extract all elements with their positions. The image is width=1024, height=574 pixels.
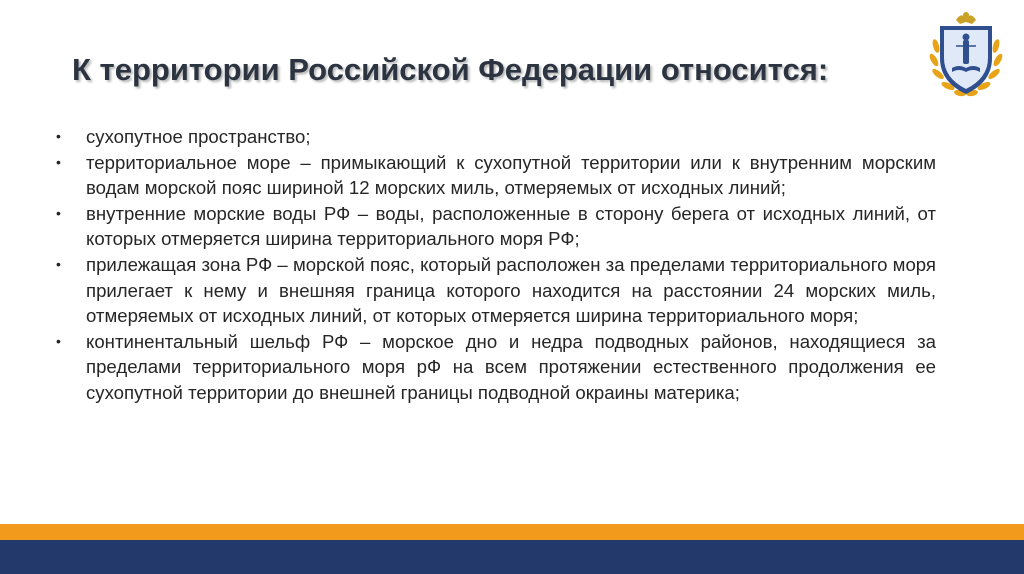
list-item [56, 150, 936, 201]
list-item [56, 201, 936, 252]
academy-emblem-shield-icon [926, 6, 1006, 102]
bullet-marker: • [56, 255, 61, 272]
footer-bar [0, 540, 1024, 574]
footer-accent-stripe [0, 524, 1024, 540]
bullet-text: территориальное море – примыкающий к сухопутной территории или к внутренним морским водам морской пояс шириной 12 морских миль, отмеряемых от исходных линий; [86, 151, 936, 199]
bullet-marker: • [56, 128, 61, 144]
list-item [56, 124, 936, 150]
bullet-marker: • [56, 153, 61, 170]
slide-title: К территории Российской Федерации относится: [72, 52, 829, 87]
bullet-marker: • [56, 332, 61, 349]
bullet-text: сухопутное пространство; [86, 126, 311, 147]
bullet-text: внутренние морские воды РФ – воды, расположенные в сторону берега от исходных линий, от которых отмеряется ширина территориального моря РФ; [86, 202, 936, 250]
list-item [56, 252, 936, 329]
bullet-list [56, 124, 936, 406]
bullet-text: континентальный шельф РФ – морское дно и недра подводных районов, находящиеся за пределами территориального моря рФ на всем протяжении естественного продолжения ее сухопутной территории до внешней границы подводной окраины материка; [86, 330, 936, 403]
bullet-text: прилежащая зона РФ – морской пояс, который расположен за пределами территориального моря прилегает к нему и внешняя граница которого находится на расстоянии 24 морских миль, отмеряемых от исходных линий, от которых отмеряется ширина территориального моря; [86, 253, 936, 327]
list-item [56, 329, 936, 406]
bullet-marker: • [56, 204, 61, 221]
